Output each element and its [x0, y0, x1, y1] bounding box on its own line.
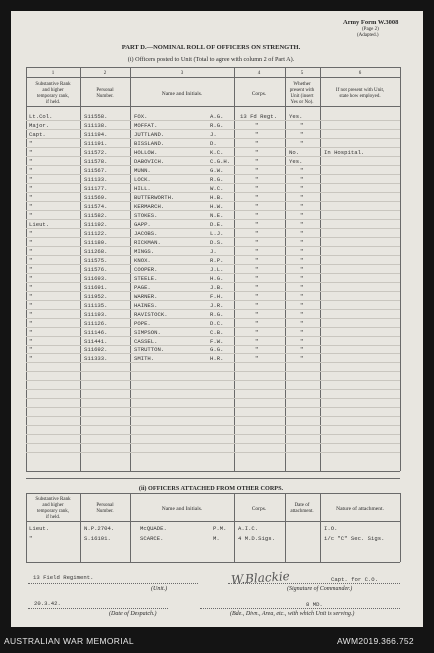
number-cell: S11133.	[84, 175, 108, 183]
number-cell: S11574.	[84, 202, 108, 210]
row-rule	[26, 443, 400, 444]
corps-cell: "	[255, 292, 259, 300]
present-cell: "	[300, 211, 304, 219]
name-cell: RAVISTOCK.	[134, 310, 168, 318]
header-rank-line: and higher	[42, 88, 64, 93]
initials-cell: M.	[213, 535, 220, 542]
corps-cell: "	[255, 193, 259, 201]
row-rule	[26, 210, 400, 211]
corps-cell: 4 M.D.Sigs.	[238, 535, 275, 542]
header2-nature: Nature of attachment.	[336, 506, 384, 512]
corps-cell: "	[255, 265, 259, 273]
rank-cell: "	[29, 238, 33, 246]
row-rule	[26, 309, 400, 310]
rank-cell: Lt.Col.	[29, 113, 53, 120]
caption-bar	[0, 627, 434, 653]
name-cell: KERMARCH.	[134, 202, 165, 210]
present-cell: "	[300, 175, 304, 183]
rank-cell: "	[29, 202, 33, 210]
header2-corps: Corps.	[251, 506, 267, 512]
header-employed-line: state how employed.	[339, 94, 381, 99]
present-cell: "	[300, 220, 304, 228]
number-cell: S11191.	[84, 139, 108, 147]
name-cell: RICKMAN.	[134, 238, 161, 246]
header2-name: Name and Initials.	[161, 506, 203, 512]
corps-cell: "	[255, 283, 259, 291]
table2-header-rule	[26, 521, 400, 522]
rank-cell: "	[29, 184, 33, 192]
initials-cell: C.G.H.	[210, 157, 231, 165]
signature-rank: Capt. for C.O.	[331, 576, 378, 583]
row-rule	[26, 201, 400, 202]
table-top-rule	[26, 67, 400, 68]
header-rank-line: Substantive Rank	[35, 82, 71, 87]
initials-cell: W.C.	[210, 184, 224, 192]
row-rule	[26, 165, 400, 166]
rank-cell: "	[29, 256, 33, 264]
page-note: (Page 2)	[362, 27, 379, 32]
present-cell: Yes.	[289, 157, 303, 165]
name-cell: LOCK.	[134, 175, 151, 183]
rank-cell: Lieut.	[29, 525, 50, 532]
column-line	[285, 67, 286, 471]
column-line	[234, 493, 235, 562]
table-bottom-rule	[26, 471, 400, 472]
number-cell: S11692.	[84, 346, 108, 354]
number-cell: S11177.	[84, 184, 108, 192]
corps-cell: "	[255, 211, 259, 219]
present-cell: "	[300, 166, 304, 174]
rank-cell: "	[29, 166, 33, 174]
column-line	[26, 67, 27, 471]
initials-cell: H.G.	[210, 274, 224, 282]
corps-cell: "	[255, 319, 259, 327]
row-rule	[26, 273, 400, 274]
caption-left: AUSTRALIAN WAR MEMORIAL	[4, 636, 134, 646]
row-rule	[26, 138, 400, 139]
part-title: PART D.—NOMINAL ROLL OF OFFICERS ON STRENGTH.	[121, 44, 301, 51]
number-cell: S.16101.	[84, 535, 111, 542]
table2-bottom-rule	[26, 562, 400, 563]
row-rule	[26, 371, 400, 372]
row-rule	[26, 389, 400, 390]
despatch-date: 20.3.42.	[34, 600, 61, 607]
name-cell: SCARCE.	[140, 535, 164, 542]
row-rule	[26, 345, 400, 346]
corps-cell: "	[255, 355, 259, 363]
row-rule	[26, 183, 400, 184]
area-label: (Bde., Divn., Area, etc., with which Unit is serving.)	[230, 611, 355, 617]
initials-cell: P.M.	[213, 525, 227, 532]
name-cell: PAGE.	[134, 283, 151, 291]
initials-cell: J.B.	[210, 283, 224, 291]
present-cell: "	[300, 283, 304, 291]
row-rule	[26, 398, 400, 399]
header-rank-line: if held.	[45, 100, 61, 105]
col-number: 2	[103, 71, 107, 76]
rank-cell: Lieut.	[29, 220, 50, 228]
initials-cell: D.C.	[210, 319, 224, 327]
number-row-rule	[26, 77, 400, 78]
unit-label: (Unit.)	[151, 586, 168, 592]
number-cell: S11135.	[84, 301, 108, 309]
rank-cell: "	[29, 535, 33, 542]
area-value: 8 MD.	[306, 601, 323, 608]
table2-top-rule	[26, 493, 400, 494]
number-cell: S11194.	[84, 130, 108, 138]
header-present-line: present with	[289, 88, 315, 93]
number-cell: S11193.	[84, 310, 108, 318]
header-number-line: Personal	[96, 88, 114, 93]
number-cell: S11126.	[84, 319, 108, 327]
col-number: 1	[51, 71, 55, 76]
row-rule	[26, 416, 400, 417]
rank-cell: "	[29, 229, 33, 237]
number-cell: N.P.2704.	[84, 525, 115, 532]
column-line	[400, 67, 401, 471]
row-rule	[26, 228, 400, 229]
header-bottom-rule	[26, 106, 400, 107]
form-title: Army Form W.3008	[343, 19, 399, 26]
number-cell: S11578.	[84, 157, 108, 165]
name-cell: BISSLAND.	[134, 139, 165, 147]
row-rule	[26, 300, 400, 301]
number-cell: S11192.	[84, 220, 108, 228]
number-cell: S11441.	[84, 337, 108, 345]
number-cell: S11333.	[84, 355, 108, 363]
header2-date-line: attachment.	[290, 509, 314, 514]
present-cell: "	[300, 139, 304, 147]
name-cell: MUNN.	[134, 166, 151, 174]
initials-cell: H.B.	[210, 193, 224, 201]
header-present-line: Yes or No).	[290, 100, 314, 105]
name-cell: DABOVICH.	[134, 157, 165, 165]
present-cell: "	[300, 328, 304, 336]
header2-number-line: Number.	[96, 509, 114, 514]
initials-cell: R.G.	[210, 121, 224, 129]
section-ii-title: (ii) OFFICERS ATTACHED FROM OTHER CORPS.	[138, 485, 284, 492]
date-label: (Date of Despatch.)	[109, 611, 157, 617]
corps-cell: "	[255, 166, 259, 174]
number-cell: S11138.	[84, 121, 108, 129]
initials-cell: R.G.	[210, 310, 224, 318]
rank-cell: "	[29, 283, 33, 291]
name-cell: MINGS.	[134, 247, 155, 255]
row-rule	[26, 291, 400, 292]
number-cell: S11558.	[84, 113, 108, 120]
row-rule	[26, 282, 400, 283]
column-line	[130, 493, 131, 562]
row-rule	[26, 380, 400, 381]
rank-cell: "	[29, 301, 33, 309]
corps-cell: "	[255, 346, 259, 354]
row-rule	[26, 434, 400, 435]
corps-cell: 13 Fd Regt.	[240, 113, 277, 120]
name-cell: BUTTERWORTH.	[134, 193, 175, 201]
corps-cell: "	[255, 175, 259, 183]
corps-cell: "	[255, 247, 259, 255]
row-rule	[26, 192, 400, 193]
present-cell: "	[300, 292, 304, 300]
present-cell: "	[300, 121, 304, 129]
unit-value: 13 Field Regiment.	[33, 574, 94, 581]
header2-rank-line: and higher	[42, 503, 64, 508]
signature-line	[228, 583, 400, 584]
name-cell: HAINES.	[134, 301, 158, 309]
name-cell: WARNER.	[134, 292, 158, 300]
name-cell: COOPER.	[134, 265, 158, 273]
number-cell: S11575.	[84, 256, 108, 264]
present-cell: "	[300, 310, 304, 318]
initials-cell: J.	[210, 247, 217, 255]
present-cell: "	[300, 238, 304, 246]
initials-cell: G.G.	[210, 346, 224, 354]
corps-cell: "	[255, 274, 259, 282]
present-cell: "	[300, 130, 304, 138]
name-cell: JUTTLAND.	[134, 130, 165, 138]
row-rule	[26, 425, 400, 426]
present-cell: "	[300, 265, 304, 273]
initials-cell: J.L.	[210, 265, 224, 273]
area-line	[200, 608, 400, 609]
corps-cell: "	[255, 130, 259, 138]
number-cell: S11576.	[84, 265, 108, 273]
col-number: 4	[257, 71, 261, 76]
row-rule	[26, 327, 400, 328]
initials-cell: D.	[210, 139, 217, 147]
initials-cell: J.R.	[210, 301, 224, 309]
row-rule	[26, 452, 400, 453]
section-divider	[26, 478, 400, 479]
name-cell: POPE.	[134, 319, 151, 327]
number-cell: S11952.	[84, 292, 108, 300]
rank-cell: "	[29, 346, 33, 354]
column-line	[80, 493, 81, 562]
rank-cell: "	[29, 337, 33, 345]
name-cell: STOKES.	[134, 211, 158, 219]
row-rule	[26, 246, 400, 247]
initials-cell: F.H.	[210, 292, 224, 300]
rank-cell: "	[29, 139, 33, 147]
present-cell: "	[300, 193, 304, 201]
nature-cell: i/c "C" Sec. Sigs.	[324, 535, 385, 542]
rank-cell: "	[29, 148, 33, 156]
initials-cell: F.W.	[210, 337, 224, 345]
rank-cell: "	[29, 274, 33, 282]
name-cell: HILL.	[134, 184, 151, 192]
present-cell: "	[300, 337, 304, 345]
rank-cell: "	[29, 247, 33, 255]
header-name: Name and Initials.	[161, 91, 203, 97]
column-line	[285, 493, 286, 562]
row-rule	[26, 237, 400, 238]
number-cell: S11691.	[84, 283, 108, 291]
section-i-title: (i) Officers posted to Unit (Total to agree with column 2 of Part A).	[127, 56, 295, 63]
corps-cell: "	[255, 121, 259, 129]
corps-cell: "	[255, 238, 259, 246]
present-cell: "	[300, 229, 304, 237]
header2-number-line: Personal	[96, 503, 114, 508]
initials-cell: H.R.	[210, 355, 224, 363]
rank-cell: "	[29, 193, 33, 201]
header2-rank-line: Substantive Rank	[35, 497, 71, 502]
name-cell: MOFFAT.	[134, 121, 158, 129]
corps-cell: "	[255, 301, 259, 309]
rank-cell: "	[29, 355, 33, 363]
rank-cell: Major.	[29, 121, 50, 129]
corps-cell: "	[255, 229, 259, 237]
column-line	[80, 67, 81, 471]
present-cell: "	[300, 301, 304, 309]
present-cell: "	[300, 346, 304, 354]
number-cell: S11567.	[84, 166, 108, 174]
present-cell: No.	[289, 148, 300, 156]
header2-date-line: Date of	[294, 503, 310, 508]
header-employed-line: If not present with Unit,	[335, 88, 385, 93]
number-cell: S11569.	[84, 193, 108, 201]
initials-cell: C.B.	[210, 328, 224, 336]
initials-cell: R.P.	[210, 256, 224, 264]
caption-right: AWM2019.366.752	[337, 636, 414, 646]
row-rule	[26, 156, 400, 157]
rank-cell: "	[29, 265, 33, 273]
present-cell: "	[300, 184, 304, 192]
column-line	[130, 67, 131, 471]
column-line	[320, 67, 321, 471]
rank-cell: "	[29, 175, 33, 183]
present-cell: "	[300, 319, 304, 327]
header-corps: Corps.	[251, 91, 267, 97]
column-line	[26, 493, 27, 562]
column-line	[320, 493, 321, 562]
name-cell: STRUTTON.	[134, 346, 165, 354]
initials-cell: D.S.	[210, 238, 224, 246]
corps-cell: A.I.C.	[238, 525, 259, 532]
row-rule	[26, 120, 400, 121]
date-line	[28, 608, 168, 609]
row-rule	[26, 147, 400, 148]
column-line	[234, 67, 235, 471]
name-cell: STEELE.	[134, 274, 158, 282]
header-number-line: Number.	[96, 94, 114, 99]
name-cell: FOX.	[134, 113, 148, 120]
present-cell: "	[300, 247, 304, 255]
present-cell: Yes.	[289, 113, 303, 120]
row-rule	[26, 255, 400, 256]
header2-rank-line: temporary rank,	[37, 509, 69, 514]
corps-cell: "	[255, 310, 259, 318]
present-cell: "	[300, 274, 304, 282]
name-cell: SMITH.	[134, 355, 155, 363]
initials-cell: J.	[210, 130, 217, 138]
name-cell: KNOX.	[134, 256, 151, 264]
col-number: 6	[358, 71, 362, 76]
row-rule	[26, 264, 400, 265]
corps-cell: "	[255, 139, 259, 147]
rank-cell: "	[29, 319, 33, 327]
name-cell: SIMPSON.	[134, 328, 161, 336]
name-cell: JACOBS.	[134, 229, 158, 237]
row-rule	[26, 219, 400, 220]
row-rule	[26, 318, 400, 319]
adapted-note: (Adapted.)	[357, 33, 379, 38]
rank-cell: "	[29, 310, 33, 318]
corps-cell: "	[255, 202, 259, 210]
corps-cell: "	[255, 184, 259, 192]
header-rank-line: temporary rank,	[37, 94, 69, 99]
initials-cell: G.W.	[210, 166, 224, 174]
header2-rank-line: if held.	[45, 515, 61, 520]
rank-cell: "	[29, 157, 33, 165]
corps-cell: "	[255, 148, 259, 156]
name-cell: GAPP.	[134, 220, 151, 228]
unit-line	[28, 583, 198, 584]
row-rule	[26, 353, 400, 354]
corps-cell: "	[255, 157, 259, 165]
number-cell: S11268.	[84, 247, 108, 255]
signature-label: (Signature of Commander.)	[287, 586, 353, 592]
row-rule	[26, 362, 400, 363]
rank-cell: Capt.	[29, 130, 46, 138]
initials-cell: L.J.	[210, 229, 224, 237]
nature-cell: I.O.	[324, 525, 338, 532]
number-cell: S11180.	[84, 238, 108, 246]
rank-cell: "	[29, 328, 33, 336]
initials-cell: N.E.	[210, 211, 224, 219]
initials-cell: R.G.	[210, 175, 224, 183]
header-present-line: Whether	[293, 82, 311, 87]
rank-cell: "	[29, 211, 33, 219]
header-present-line: Unit (insert	[290, 94, 314, 99]
corps-cell: "	[255, 256, 259, 264]
initials-cell: A.G.	[210, 113, 224, 120]
number-cell: S11693.	[84, 274, 108, 282]
corps-cell: "	[255, 337, 259, 345]
rank-cell: "	[29, 292, 33, 300]
col-number: 3	[180, 71, 184, 76]
number-cell: S11572.	[84, 148, 108, 156]
row-rule	[26, 407, 400, 408]
initials-cell: K.C.	[210, 148, 224, 156]
present-cell: "	[300, 256, 304, 264]
present-cell: "	[300, 355, 304, 363]
corps-cell: "	[255, 220, 259, 228]
employed-cell: In Hospital.	[324, 148, 365, 156]
row-rule	[26, 336, 400, 337]
number-cell: S11582.	[84, 211, 108, 219]
initials-cell: H.W.	[210, 202, 224, 210]
present-cell: "	[300, 202, 304, 210]
row-rule	[26, 129, 400, 130]
col-number: 5	[300, 71, 304, 76]
initials-cell: D.E.	[210, 220, 224, 228]
commander-signature: W.Blackie	[230, 568, 291, 588]
row-rule	[26, 174, 400, 175]
number-cell: S11146.	[84, 328, 108, 336]
corps-cell: "	[255, 328, 259, 336]
number-cell: S11122.	[84, 229, 108, 237]
name-cell: HOLLOW.	[134, 148, 158, 156]
name-cell: CASSEL.	[134, 337, 158, 345]
name-cell: McQUADE.	[140, 525, 167, 532]
column-line	[400, 493, 401, 562]
